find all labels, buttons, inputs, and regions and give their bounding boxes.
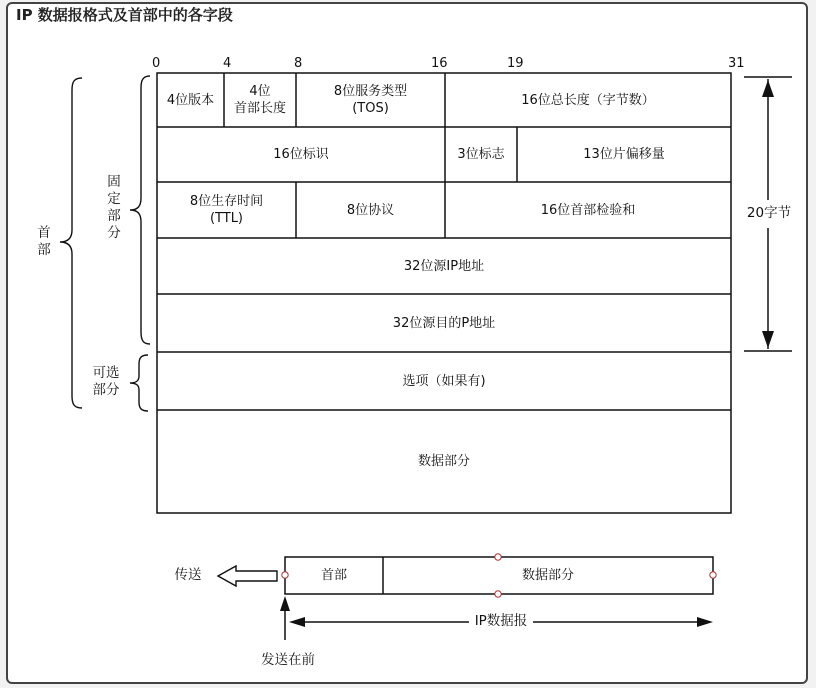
bit-16: 16: [431, 56, 448, 71]
fixed-part-brace: [130, 76, 150, 344]
field-destination-ip: 32位源目的P地址: [392, 315, 496, 331]
field-ttl: 8位生存时间 (TTL): [189, 194, 264, 226]
optional-part-brace: [130, 355, 148, 411]
send-label: 传送: [174, 567, 202, 583]
field-header-checksum: 16位首部检验和: [540, 202, 636, 218]
field-identification: 16位标识: [273, 147, 329, 162]
header-brace: [60, 78, 82, 408]
bit-31: 31: [728, 56, 745, 71]
size-20-bytes-label: 20字节: [744, 205, 794, 222]
field-fragment-offset: 13位片偏移量: [583, 147, 665, 162]
field-options: 选项（如果有): [402, 373, 486, 389]
ip-datagram-label: IP数据报: [469, 613, 533, 630]
send-arrow: [218, 566, 277, 586]
field-tos: 8位服务类型 (TOS): [333, 84, 408, 116]
field-flags: 3位标志: [457, 147, 505, 162]
header-label: 首 部: [37, 225, 51, 258]
send-first-label: 发送在前: [261, 652, 315, 668]
bit-19: 19: [507, 56, 524, 71]
bit-4: 4: [223, 56, 232, 71]
diagram-title: IP 数据报格式及首部中的各字段: [16, 6, 233, 24]
bit-8: 8: [294, 56, 303, 71]
field-total-length: 16位总长度（字节数）: [521, 92, 655, 108]
datagram-header-box: 首部: [320, 568, 347, 583]
field-header-length: 4位 首部长度: [233, 84, 286, 116]
field-data: 数据部分: [417, 454, 470, 469]
field-protocol: 8位协议: [346, 202, 395, 218]
fixed-part-label: 固 定 部 分: [107, 174, 121, 241]
bit-0: 0: [152, 56, 161, 71]
optional-part-label: 可选 部分: [92, 365, 120, 398]
field-source-ip: 32位源IP地址: [403, 258, 485, 274]
datagram-data-box: 数据部分: [521, 568, 574, 583]
field-version: 4位版本: [166, 92, 215, 108]
